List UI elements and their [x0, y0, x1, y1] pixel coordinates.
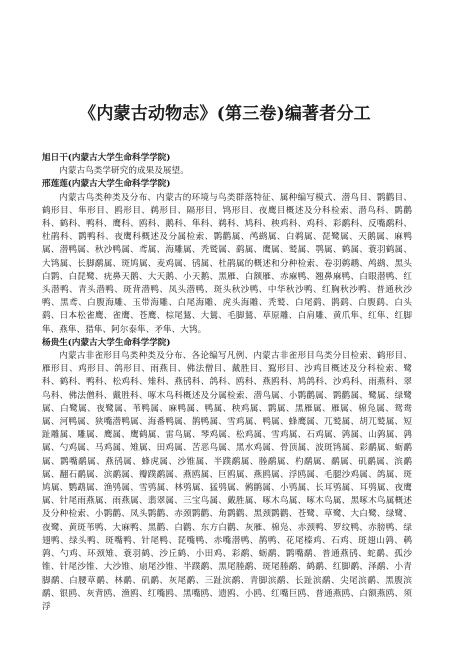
author-duties: 内蒙古非雀形目鸟类种类及分布、各论编写凡例、内蒙古非雀形目鸟类分目检索、鹤形目、雁形目、鸡形目、鸽形目、雨燕目、佛法僧目、戴胜目、鴷形目、沙鸡目概述及分科检索、鹭科、鹤科、鸭科、松鸡科、雉科、燕鸻科、鸽科、鸥科、燕鸥科、鸠鸽科、沙鸡科、雨燕科、翠鸟科、佛法僧科、戴胜科、啄木鸟科概述及分属检索、潜鸟属、小鹮鹳属、鹮鹳属、鹭属、绿鹭属、白鹭属、夜鹭属、苇鸭属、麻鸭属、鸭属、秧鸡属、鹮属、黑雁属、雁属、棉凫属、鸳鸯属、河鸭属、狭嘴潜鸭属、海番鸭属、鹊鸭属、雪鸡属、鸭属、蜂鹰属、兀鹫属、胡兀鹫属、短趾雕属、雕属、鹰属、鹰鹤属、雷鸟属、琴鸡属、松鸡属、雪鸡属、石鸡属、鹑属、山鹑属、鹑属、勺鸡属、马鸡属、雉属、田鸡属、苦恶鸟属、黑水鸡属、骨顶属、波斑鸨属、彩鹬属、蛎鹬属、鹮嘴鹬属、燕鸻属、蜂虎属、沙锥属、半蹼鹬属、塍鹬属、杓鹬属、鹬属、矶鹬属、滨鹬属、翻石鹬属、滨鹬属、瓣蹼鹬属、燕鸥属、巨鸥属、燕鸥属、浮鸥属、毛腿沙鸡属、鸽属、斑鸠属、鹦鹉属、渔鸮属、雪鸮属、林鸮属、猛鸮属、鸺鹠属、小鸮属、长耳鸮属、耳鸮属、夜鹰属、针尾雨燕属、雨燕属、翡翠属、三宝鸟属、戴胜属、啄木鸟属、啄木鸟属、黑啄木鸟属概述及分种检索、小鹮鹳、凤头鹮鹳、赤颈鹮鹳、角鹮鹳、黑颈鹮鹳、苍鹭、草鹭、大白鹭、绿鹭、夜鹭、黄斑苇鸭、大麻鸭、黑鹳、白鹳、东方白鹳、灰雁、棉凫、赤颈鸭、罗纹鸭、赤膀鸭、绿翅鸭、绿头鸭、斑嘴鸭、针尾鸭、琵嘴鸭、赤嘴潜鸭、鹊鸭、花尾榛鸡、石鸡、斑翅山鹑、鹌鹑、勺鸡、环颈雉、蓑羽鹤、沙丘鹤、小田鸡、彩鹬、蛎鹬、鹮嘴鹬、普通燕鸻、蛇鹬、孤沙锥、针尾沙锥、大沙锥、扇尾沙锥、半蹼鹬、黑尾塍鹬、斑尾塍鹬、鹤鹬、红脚鹬、泽鹬、小青脚鹬、白腰草鹬、林鹬、矶鹬、灰尾鹬、三趾滨鹬、青脚滨鹬、长趾滨鹬、尖尾滨鹬、黑腹滨鹬、银鸥、灰背鸥、渔鸥、红嘴鸥、黑嘴鸥、遗鸥、小鸥、红嘴巨鸥、普通燕鸥、白额燕鸥、须浮 [42, 351, 412, 612]
author-entry [42, 178, 412, 336]
author-duties: 内蒙古鸟类种类及分布、内蒙古的环境与鸟类群落特征、属种编写模式、潜鸟目、鹮鹳目、鹤形目、隼形目、鸥形目、鹈形目、隔形目、鸨形目、夜鹰目概述及分科检索、潜鸟科、鹮鹳科、鹤科、鸭科、鹰科、鸥科、鹅科、隼科、鹈科、鸠科、秧鸡科、鸡科、彩鹬科、反嘴鹬科、杜鹃科、鹮鸭科、夜鹰科概述及分属检索、鹮鹳属、鸬鹚属、白鹈属、琵鹭属、天鹅属、麻鸭属、潜鸭属、秋沙鸭属、鸢属、海雕属、秃鹫属、鹞属、鹰属、鹫属、鹗属、鹤属、蓑羽鹤属、大鸨属、长脚鹬属、斑鸠属、麦鸡属、鸻属、杜鹃属的概述和分种检索、卷羽鹈鹕、鸬鹚、黑头白鹮、白琵鹭、疣鼻天鹅、大天鹅、小天鹅、黑雁、白额雁、赤麻鸭、翘鼻麻鸭、白眼潜鸭、红头潜鸭、青头潜鸭、斑背潜鸭、凤头潜鸭、斑头秋沙鸭、中华秋沙鸭、红胸秋沙鸭、普通秋沙鸭、黑鸢、白腹海雕、玉带海雕、白尾海雕、虎头海雕、秃鹫、白尾鹞、鹊鹞、白腹鹞、白头鹞、日本松雀鹰、雀鹰、苍鹰、棕尾鵟、大鵟、毛脚鵟、草原雕、白肩雕、黄爪隼、红隼、红脚隼、燕隼、猎隼、阿尔泰隼、矛隼、大鸨。 [42, 192, 412, 335]
document-title: 《内蒙古动物志》(第三卷)编著者分工 [79, 104, 371, 124]
author-affiliation: (内蒙古大学生命科学学院) [67, 179, 171, 190]
author-name: 旭日干 [42, 153, 68, 163]
author-affiliation: (内蒙古大学生命科学学院) [67, 337, 171, 348]
author-entry [42, 152, 412, 178]
author-heading [42, 178, 412, 191]
author-duties: 内蒙古鸟类学研究的成果及展望。 [59, 166, 189, 177]
author-name: 杨贵生 [42, 337, 68, 348]
author-heading [42, 337, 412, 350]
author-affiliation: (内蒙古大学生命科学学院) [67, 153, 171, 163]
author-entry [42, 337, 412, 614]
author-heading [42, 152, 412, 165]
document-body [42, 152, 412, 614]
author-name: 邢莲莲 [42, 179, 68, 190]
